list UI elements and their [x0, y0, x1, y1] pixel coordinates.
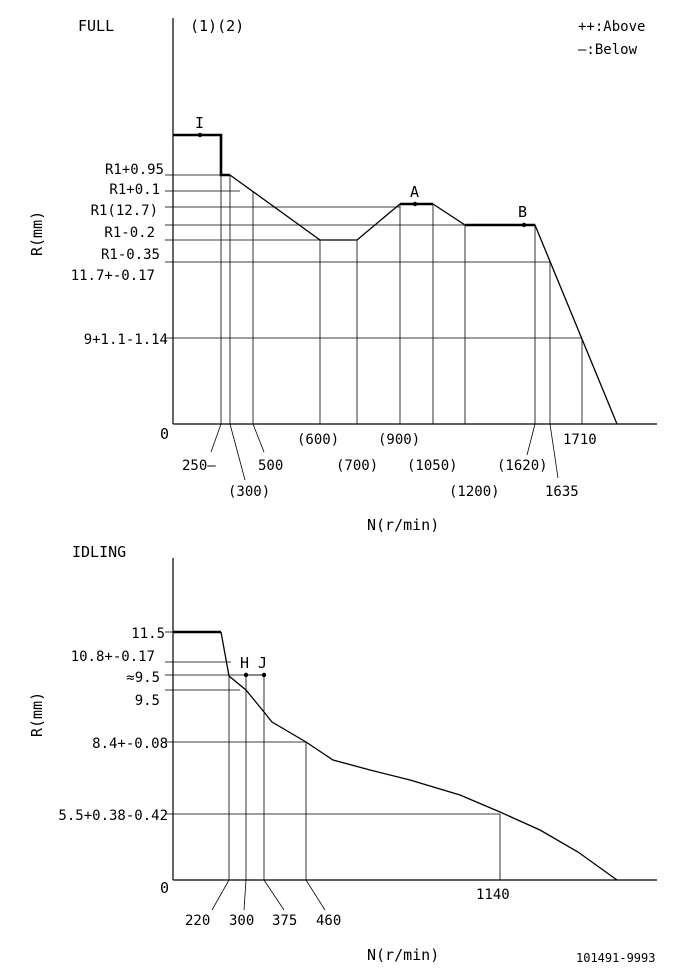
full-x-label-7: (1200) [449, 484, 500, 500]
full-subtitle: (1)(2) [190, 17, 245, 35]
idling-x-axis-title: N(r/min) [367, 946, 440, 964]
idling-x-label-2: 375 [272, 913, 298, 929]
full-x-label-2: 500 [258, 458, 284, 474]
point-j-label: J [258, 654, 268, 672]
idling-y-label-2: ≈9.5 [126, 670, 160, 686]
point-b-label: B [518, 203, 528, 221]
point-j-marker [262, 673, 266, 677]
idling-y-label-1: 10.8+-0.17 [70, 649, 155, 665]
full-x-label-3: (600) [297, 432, 340, 448]
full-x-label-6: (1050) [407, 458, 458, 474]
full-x-label-8: (1620) [497, 458, 548, 474]
legend-above: ++:Above [578, 19, 646, 35]
full-x-label-10: 1710 [563, 432, 597, 448]
full-y-label-6: 9+1.1-1.14 [83, 332, 168, 348]
full-curve [230, 175, 617, 424]
idling-y-label-5: 5.5+0.38-0.42 [58, 808, 168, 824]
point-a-marker [413, 202, 417, 206]
full-x-label-1: (300) [228, 484, 271, 500]
idling-y-label-4: 8.4+-0.08 [92, 736, 168, 752]
full-x-label-0: 250— [182, 458, 216, 474]
idling-title: IDLING [72, 543, 127, 561]
full-y-label-5: 11.7+-0.17 [70, 268, 155, 284]
legend-below: —:Below [578, 42, 638, 58]
footer-code: 101491-9993 [576, 951, 656, 965]
point-a-label: A [410, 183, 420, 201]
point-i-label: I [195, 114, 205, 132]
full-y-label-0: R1+0.95 [104, 162, 164, 178]
idling-zero-label: 0 [160, 879, 170, 897]
full-zero-label: 0 [160, 425, 170, 443]
full-y-label-2: R1(12.7) [90, 203, 158, 219]
full-chart [28, 17, 657, 534]
idling-y-label-3: 9.5 [134, 693, 160, 709]
full-y-label-1: R1+0.1 [109, 182, 160, 198]
point-b-marker [522, 223, 526, 227]
full-title: FULL [78, 17, 115, 35]
idling-y-label-0: 11.5 [131, 626, 165, 642]
idling-y-axis-title: R(mm) [28, 691, 46, 737]
full-y-label-4: R1-0.35 [100, 247, 160, 263]
point-h-label: H [240, 654, 250, 672]
full-x-label-4: (700) [336, 458, 379, 474]
full-y-label-3: R1-0.2 [104, 225, 155, 241]
full-x-axis-title: N(r/min) [367, 516, 440, 534]
full-curve-top [173, 135, 230, 175]
idling-x-label-1: 300 [229, 913, 255, 929]
idling-x-label-3: 460 [316, 913, 342, 929]
idling-chart [28, 543, 657, 964]
full-x-label-9: 1635 [545, 484, 579, 500]
idling-x-label-0: 220 [185, 913, 211, 929]
point-i-marker [198, 133, 202, 137]
full-y-axis-title: R(mm) [28, 210, 46, 256]
full-x-label-5: (900) [378, 432, 421, 448]
point-h-marker [244, 673, 248, 677]
idling-curve [221, 632, 617, 880]
idling-x-label-4: 1140 [476, 887, 510, 903]
